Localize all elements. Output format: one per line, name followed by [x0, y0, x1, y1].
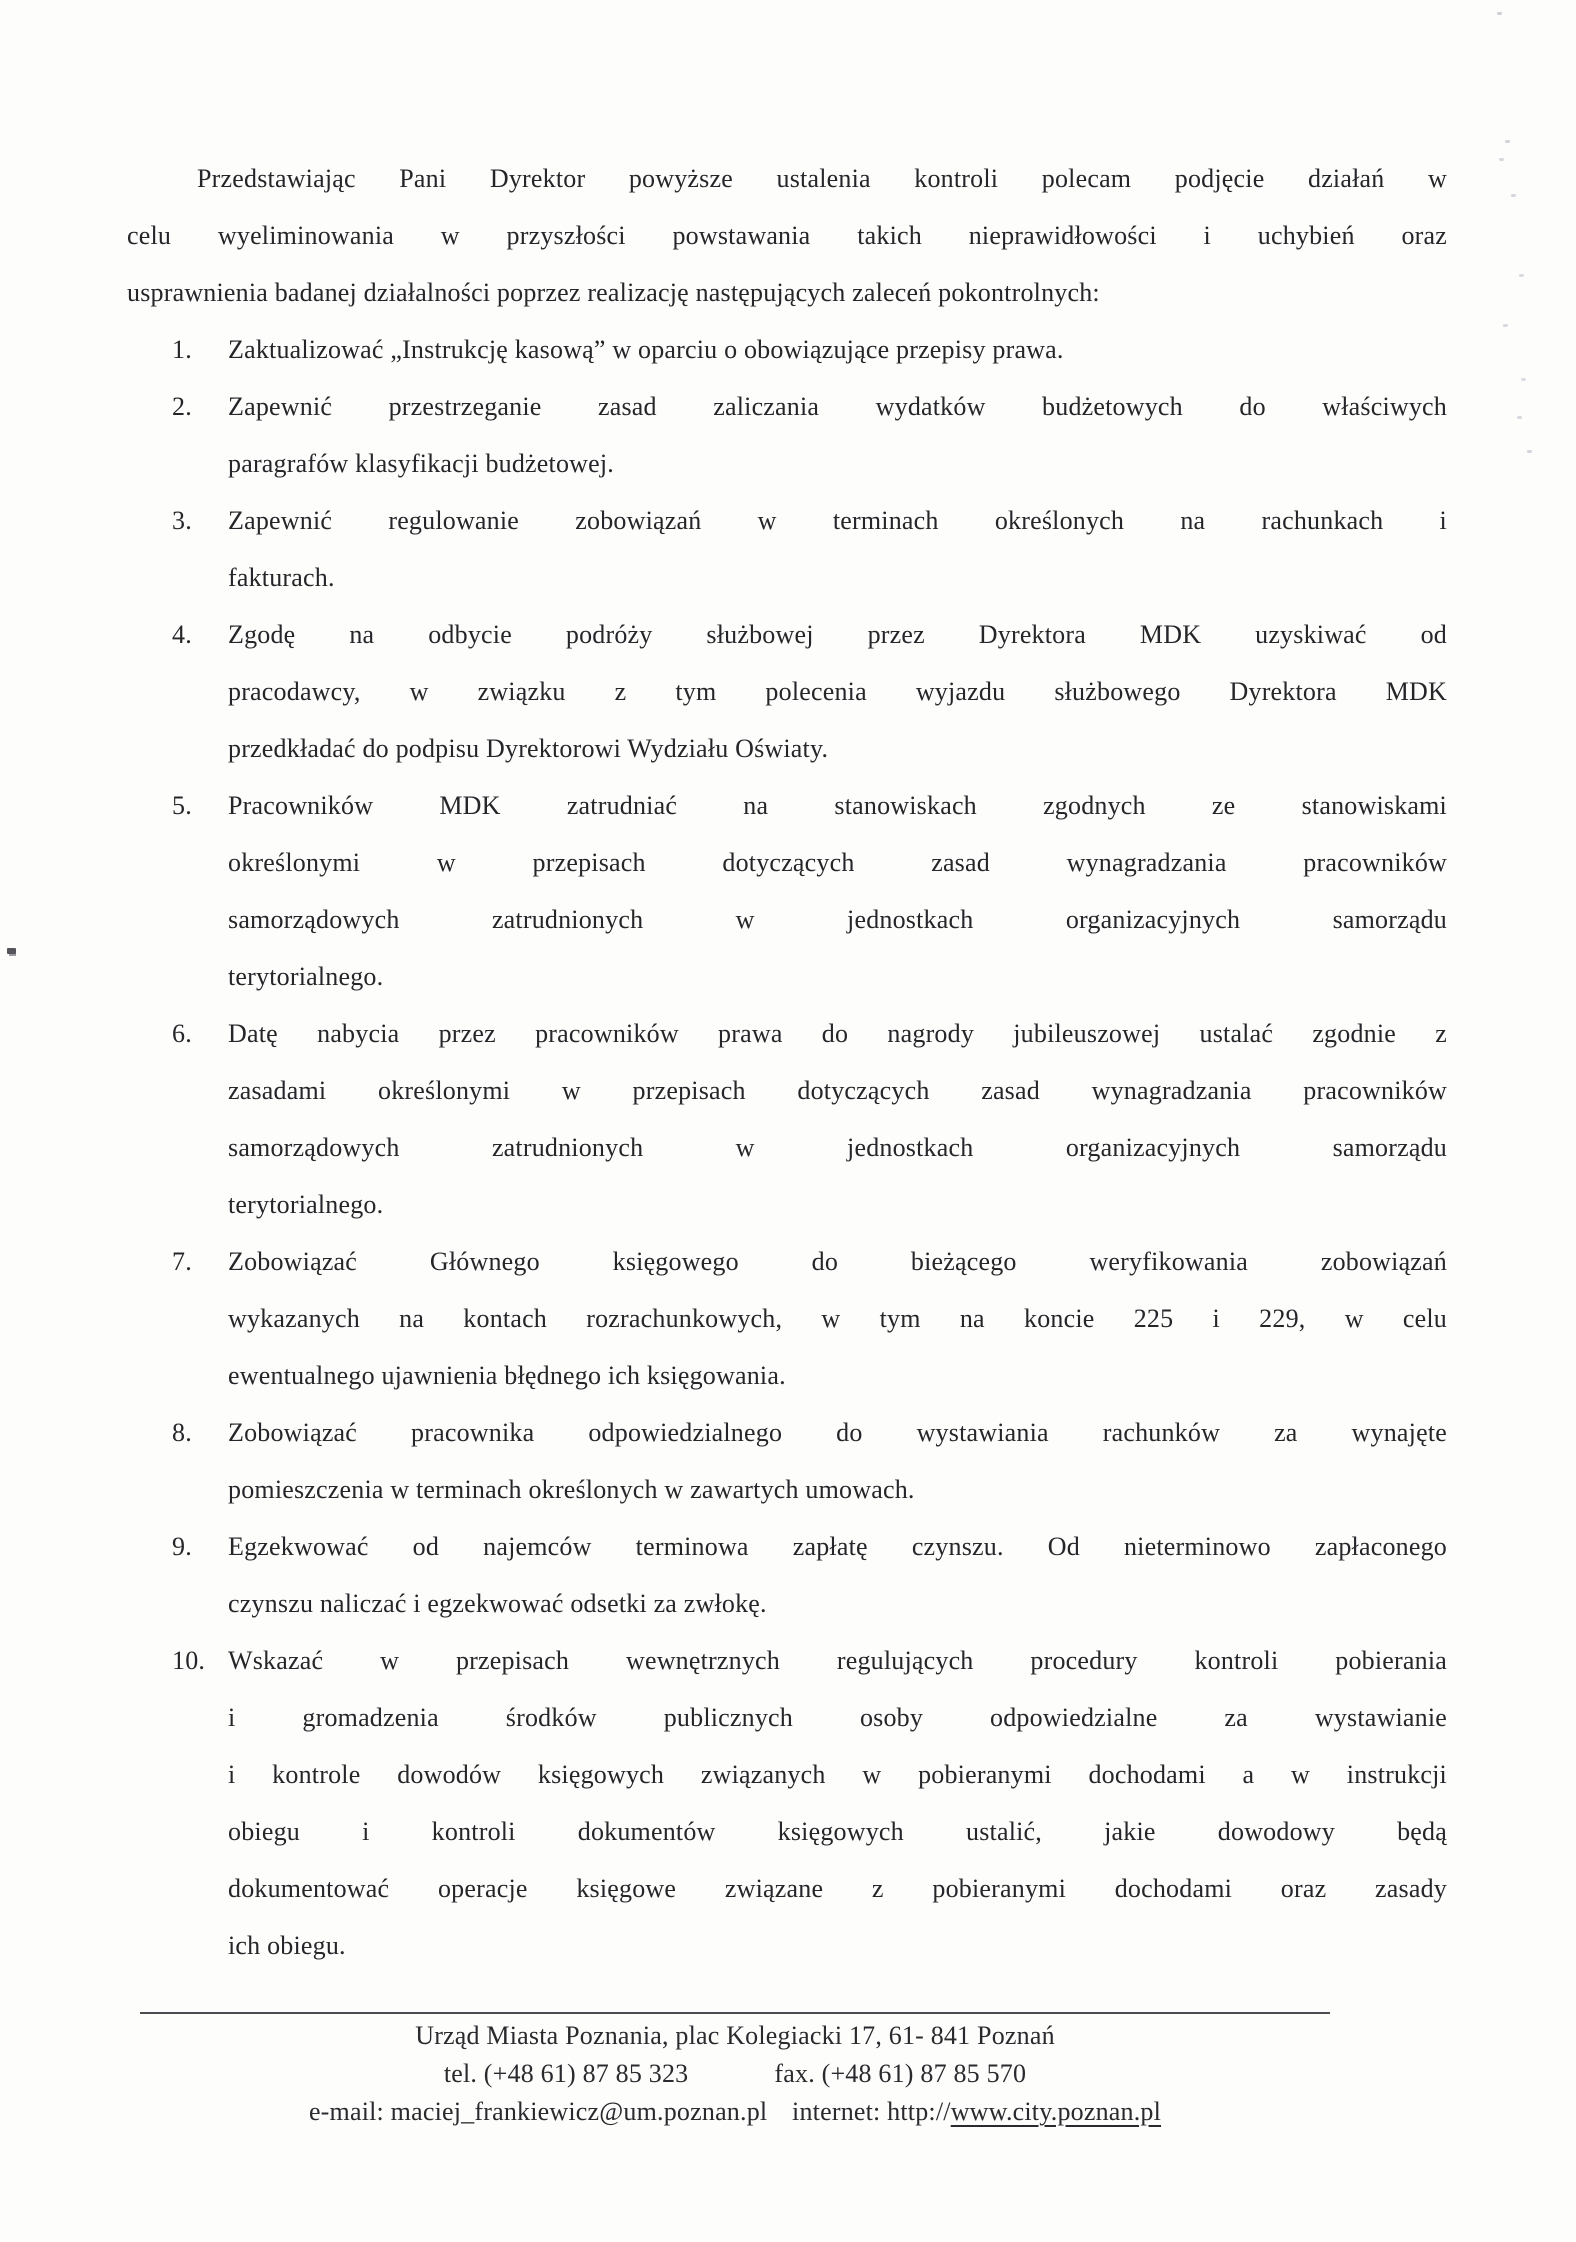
scan-artifact-speck — [7, 948, 16, 954]
list-item-7 — [127, 1233, 1447, 1404]
footer-internet-url: www.city.poznan.pl — [950, 2097, 1162, 2126]
intro-line: Przedstawiając Pani Dyrektor powyższe ustalenia kontroli polecam podjęcie działań w — [197, 164, 1447, 193]
item-text-line: samorządowych zatrudnionych w jednostkach organizacyjnych samorządu — [228, 905, 1447, 934]
footer-email: e-mail: maciej_frankiewicz@um.poznan.pl — [308, 2097, 768, 2126]
document-body — [127, 150, 1447, 1974]
footer-fax: fax. (+48 61) 87 85 570 — [774, 2059, 1027, 2088]
item-text-line: Zobowiązać Głównego księgowego do bieżącego weryfikowania zobowiązań — [228, 1247, 1447, 1276]
item-text-line: Zgodę na odbycie podróży służbowej przez Dyrektora MDK uzyskiwać od — [228, 620, 1447, 649]
item-number: 5. — [172, 791, 192, 820]
item-number: 2. — [172, 392, 192, 421]
list-item-1 — [127, 321, 1447, 378]
item-text-line: Zobowiązać pracownika odpowiedzialnego do wystawiania rachunków za wynajęte — [228, 1418, 1447, 1447]
recommendations-list — [127, 321, 1447, 1974]
list-item-8 — [127, 1404, 1447, 1518]
footer-internet-prefix: internet: http:// — [792, 2097, 951, 2126]
item-text-line: samorządowych zatrudnionych w jednostkach organizacyjnych samorządu — [228, 1133, 1447, 1162]
scan-artifact-specks — [1497, 12, 1502, 15]
list-item-6 — [127, 1005, 1447, 1233]
item-text-line: ewentualnego ujawnienia błędnego ich księgowania. — [228, 1361, 786, 1390]
item-text-line: Wskazać w przepisach wewnętrznych regulujących procedury kontroli pobierania — [228, 1646, 1447, 1675]
item-text-line: Zapewnić przestrzeganie zasad zaliczania wydatków budżetowych do właściwych — [228, 392, 1447, 421]
footer — [140, 2017, 1330, 2131]
item-text-line: terytorialnego. — [228, 1190, 384, 1219]
item-text-line: Zaktualizować „Instrukcję kasową” w oparciu o obowiązujące przepisy prawa. — [228, 335, 1064, 364]
item-text-line: zasadami określonymi w przepisach dotyczących zasad wynagradzania pracowników — [228, 1076, 1447, 1105]
item-text-line: wykazanych na kontach rozrachunkowych, w tym na koncie 225 i 229, w celu — [228, 1304, 1447, 1333]
item-text-line: przedkładać do podpisu Dyrektorowi Wydziału Oświaty. — [228, 734, 829, 763]
item-text-line: określonymi w przepisach dotyczących zasad wynagradzania pracowników — [228, 848, 1447, 877]
item-text-line: dokumentować operacje księgowe związane z pobieranymi dochodami oraz zasady — [228, 1874, 1447, 1903]
intro-line: usprawnienia badanej działalności poprzez realizację następujących zaleceń pokontrolnych: — [127, 278, 1100, 307]
item-text-line: Egzekwować od najemców terminowa zapłatę czynszu. Od nieterminowo zapłaconego — [228, 1532, 1447, 1561]
item-text-line: fakturach. — [228, 563, 335, 592]
item-number: 8. — [172, 1418, 192, 1447]
item-number: 1. — [172, 335, 192, 364]
item-text-line: ich obiegu. — [228, 1931, 346, 1960]
list-item-5 — [127, 777, 1447, 1005]
list-item-4 — [127, 606, 1447, 777]
intro-line: celu wyeliminowania w przyszłości powstawania takich nieprawidłowości i uchybień oraz — [127, 221, 1447, 250]
item-text-line: pomieszczenia w terminach określonych w zawartych umowach. — [228, 1475, 915, 1504]
list-item-3 — [127, 492, 1447, 606]
item-text-line: i kontrole dowodów księgowych związanych w pobieranymi dochodami a w instrukcji — [228, 1760, 1447, 1789]
item-text-line: Datę nabycia przez pracowników prawa do nagrody jubileuszowej ustalać zgodnie z — [228, 1019, 1447, 1048]
list-item-2 — [127, 378, 1447, 492]
item-number: 3. — [172, 506, 192, 535]
item-text-line: Zapewnić regulowanie zobowiązań w terminach określonych na rachunkach i — [228, 506, 1447, 535]
footer-address: Urząd Miasta Poznania, plac Kolegiacki 17, 61- 841 Poznań — [415, 2021, 1055, 2050]
item-text-line: czynszu naliczać i egzekwować odsetki za zwłokę. — [228, 1589, 767, 1618]
item-text-line: i gromadzenia środków publicznych osoby odpowiedzialne za wystawianie — [228, 1703, 1447, 1732]
item-text-line: paragrafów klasyfikacji budżetowej. — [228, 449, 615, 478]
intro-paragraph — [127, 150, 1447, 321]
footer-tel: tel. (+48 61) 87 85 323 — [443, 2059, 689, 2088]
item-text-line: pracodawcy, w związku z tym polecenia wyjazdu służbowego Dyrektora MDK — [228, 677, 1447, 706]
item-text-line: obiegu i kontroli dokumentów księgowych ustalić, jakie dowodowy będą — [228, 1817, 1447, 1846]
item-number: 9. — [172, 1532, 192, 1561]
footer-divider — [140, 2012, 1330, 2014]
list-item-9 — [127, 1518, 1447, 1632]
item-number: 6. — [172, 1019, 192, 1048]
list-item-10 — [127, 1632, 1447, 1974]
item-text-line: Pracowników MDK zatrudniać na stanowiskach zgodnych ze stanowiskami — [228, 791, 1447, 820]
item-text-line: terytorialnego. — [228, 962, 384, 991]
footer-phone-line — [140, 2055, 1330, 2093]
footer-contact-line — [140, 2093, 1330, 2131]
item-number: 4. — [172, 620, 192, 649]
item-number: 7. — [172, 1247, 192, 1276]
item-number: 10. — [172, 1646, 206, 1675]
